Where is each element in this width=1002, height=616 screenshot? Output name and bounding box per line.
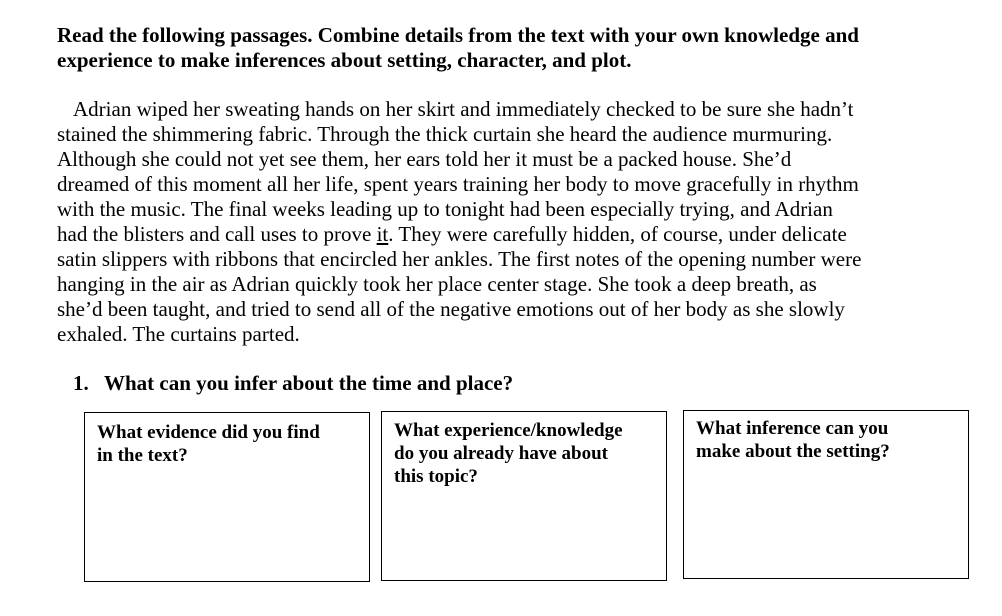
passage-line-5: with the music. The final weeks leading up to tonight had been especially trying, and Adrian [57,197,833,221]
passage-line-9: she’d been taught, and tried to send all of the negative emotions out of her body as she slowly [57,297,845,321]
passage-line-6-start: had the blisters and call uses to prove [57,222,377,246]
instructions-heading [57,23,957,73]
evidence-box-label-line-1: What evidence did you find [97,422,320,443]
knowledge-box-label-line-1: What experience/knowledge [394,420,623,441]
passage-line-1: Adrian wiped her sweating hands on her skirt and immediately checked to be sure she hadn’t [73,97,854,121]
passage-line-4: dreamed of this moment all her life, spent years training her body to move gracefully in rhythm [57,172,859,196]
inference-box-label-line-1: What inference can you [696,418,889,439]
knowledge-box[interactable] [381,411,667,581]
inference-box[interactable] [683,410,969,579]
question-1 [73,371,513,396]
question-text: What can you infer about the time and place? [104,371,514,395]
instructions-line-2: experience to make inferences about setting, character, and plot. [57,48,632,72]
evidence-box-label-line-2: in the text? [97,445,188,466]
underlined-word: it [376,222,389,246]
reading-passage [57,97,957,347]
instructions-line-1: Read the following passages. Combine details from the text with your own knowledge and [57,23,859,47]
passage-line-6-end: . They were carefully hidden, of course, under delicate [388,222,847,246]
passage-line-10: exhaled. The curtains parted. [57,322,300,346]
knowledge-box-label-line-2: do you already have about [394,443,608,464]
passage-line-7: satin slippers with ribbons that encircled her ankles. The first notes of the opening number were [57,247,862,271]
passage-line-2: stained the shimmering fabric. Through the thick curtain she heard the audience murmuring. [57,122,833,146]
passage-line-6 [57,222,957,247]
knowledge-box-label-line-3: this topic? [394,466,478,487]
inference-box-label-line-2: make about the setting? [696,441,890,462]
evidence-box[interactable] [84,412,370,582]
passage-line-8: hanging in the air as Adrian quickly took her place center stage. She took a deep breath, as [57,272,817,296]
question-number: 1. [73,371,89,395]
passage-line-3: Although she could not yet see them, her ears told her it must be a packed house. She’d [57,147,792,171]
